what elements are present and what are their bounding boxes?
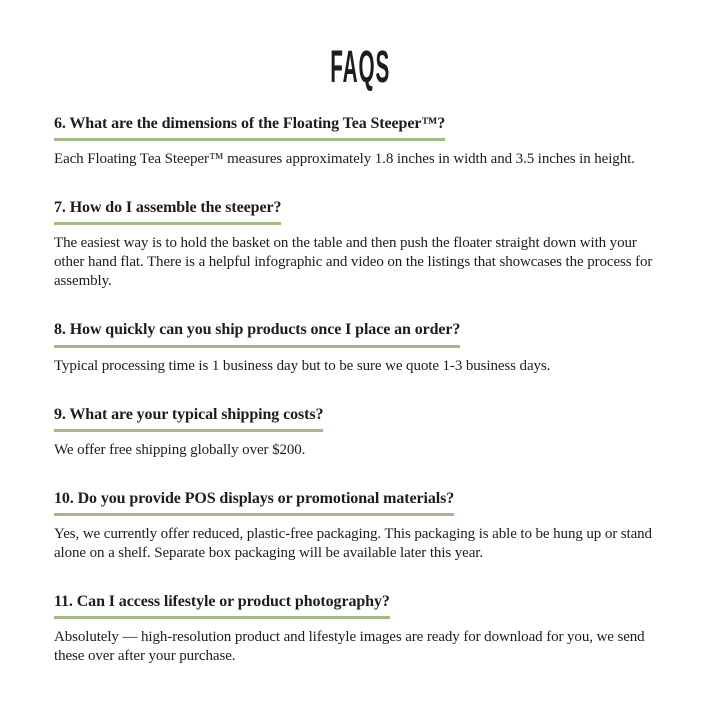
faq-item [54,405,666,460]
faq-list [54,114,666,666]
faq-question: 6. What are the dimensions of the Floating Tea Steeper™? [54,114,445,141]
faq-answer: Typical processing time is 1 business day but to be sure we quote 1-3 business days. [54,357,551,374]
faq-answer: Absolutely — high-resolution product and lifestyle images are ready for download for you, we send these over after your purchase. [54,629,645,665]
faq-question: 8. How quickly can you ship products once I place an order? [54,320,460,347]
faq-item [54,592,666,666]
faq-answer: Each Floating Tea Steeper™ measures approximately 1.8 inches in width and 3.5 inches in height. [54,151,635,168]
faq-item [54,320,666,375]
faq-answer: The easiest way is to hold the basket on the table and then push the floater straight down with your other hand flat. There is a helpful infographic and video on the listings that showcases the process for assembly. [54,235,653,290]
faq-item [54,489,666,563]
faq-answer: We offer free shipping globally over $200. [54,441,306,458]
faq-question: 9. What are your typical shipping costs? [54,405,323,432]
faq-question: 10. Do you provide POS displays or promotional materials? [54,489,454,516]
faq-question: 11. Can I access lifestyle or product photography? [54,592,390,619]
faq-question: 7. How do I assemble the steeper? [54,198,281,225]
page-header [54,41,666,92]
faq-item [54,114,666,169]
faq-item [54,198,666,291]
page-title: FAQS [329,41,391,92]
faq-answer: Yes, we currently offer reduced, plastic-free packaging. This packaging is able to be hung up or stand alone on a shelf. Separate box packaging will be available later this year. [54,525,652,561]
